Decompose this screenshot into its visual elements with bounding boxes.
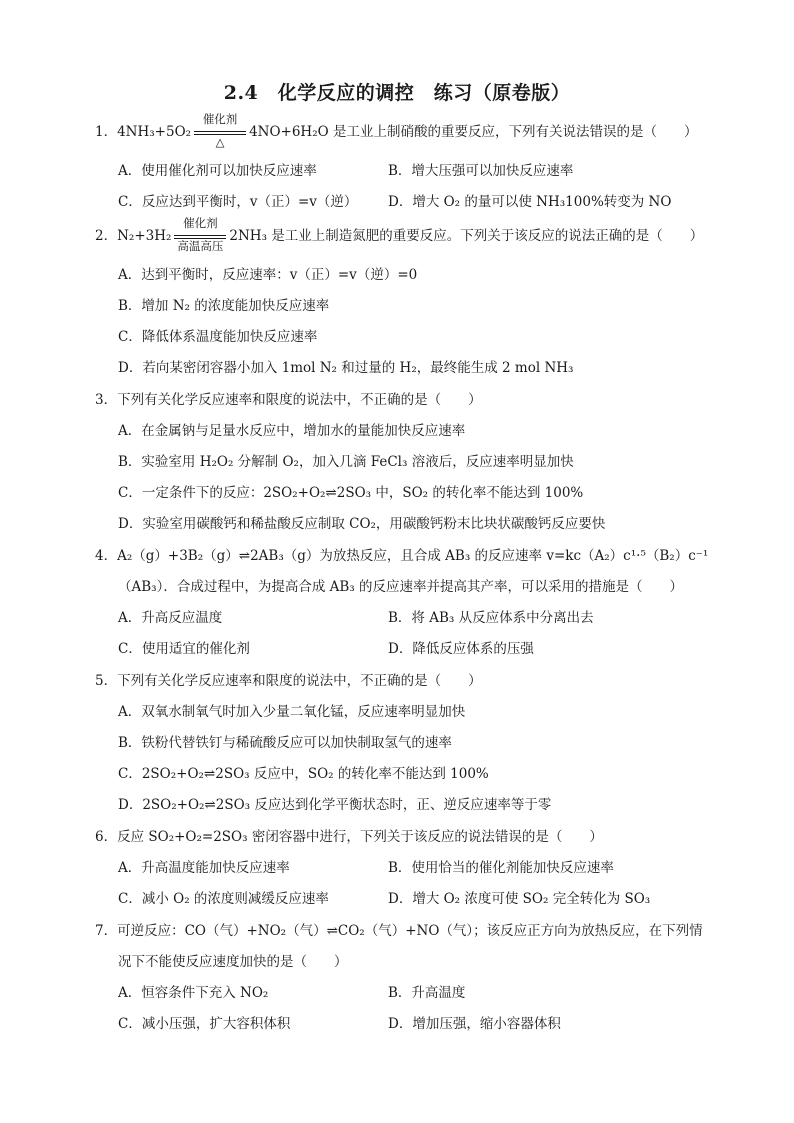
question-4-stem-line-1: 4．A₂（g）+3B₂（g）⇌2AB₃（g）为放热反应，且合成 AB₃ 的反应速率 v=kc（A₂）c¹·⁵（B₂）c⁻¹ (95, 548, 709, 564)
arrow-condition-top: 催化剂 (202, 111, 238, 126)
option-c: C．减小压强，扩大容积体积 (118, 1016, 291, 1032)
question-1-stem (95, 111, 698, 149)
equation-reactants: N₂+3H₂ (117, 228, 172, 244)
option-b: B．将 AB₃ 从反应体系中分离出去 (388, 610, 594, 626)
option-a: A．使用催化剂可以加快反应速率 (118, 163, 317, 179)
option-d: D．增大 O₂ 的量可以使 NH₃100%转变为 NO (388, 194, 672, 210)
arrow-condition-bottom: △ (215, 134, 225, 149)
question-number: 2． (95, 228, 118, 244)
option-b: B．实验室用 H₂O₂ 分解制 O₂，加入几滴 FeCl₃ 溶液后，反应速率明显加快 (118, 454, 574, 470)
option-b: B．使用恰当的催化剂能加快反应速率 (388, 860, 614, 876)
question-2-stem (95, 215, 704, 253)
option-a: A．恒容条件下充入 NO₂ (118, 985, 269, 1001)
option-b: B．增加 N₂ 的浓度能加快反应速率 (118, 298, 330, 314)
option-c: C．一定条件下的反应：2SO₂+O₂⇌2SO₃ 中，SO₂ 的转化率不能达到 100% (118, 485, 584, 501)
equation-products-text: 4NO+6H₂O 是工业上制硝酸的重要反应，下列有关说法错误的是（ ） (249, 124, 698, 140)
arrow-condition-top: 催化剂 (183, 215, 218, 230)
option-c: C．使用适宜的催化剂 (118, 641, 250, 657)
question-6-stem: 6．反应 SO₂+O₂=2SO₃ 密闭容器中进行，下列关于该反应的说法错误的是（ ） (95, 829, 603, 845)
question-5-stem: 5．下列有关化学反应速率和限度的说法中，不正确的是（ ） (95, 673, 482, 689)
option-c: C．2SO₂+O₂⇌2SO₃ 反应中，SO₂ 的转化率不能达到 100% (118, 766, 489, 782)
option-a: A．升高温度能加快反应速率 (118, 860, 290, 876)
equation-reactants: 4NH₃+5O₂ (117, 124, 192, 140)
page-title: 2.4 化学反应的调控 练习（原卷版） (223, 82, 571, 104)
option-d: D．降低反应体系的压强 (388, 641, 534, 657)
option-b: B．增大压强可以加快反应速率 (388, 163, 574, 179)
question-7-stem-line-2: 况下不能使反应速度加快的是（ ） (118, 954, 348, 970)
reaction-condition-arrow (192, 111, 248, 149)
question-7-stem-line-1: 7．可逆反应：CO（气）+NO₂（气）⇌CO₂（气）+NO（气）；该反应正方向为放热反应，在下列情 (95, 923, 703, 939)
option-d: D．2SO₂+O₂⇌2SO₃ 反应达到化学平衡状态时，正、逆反应速率等于零 (118, 797, 552, 813)
question-3-stem: 3．下列有关化学反应速率和限度的说法中，不正确的是（ ） (95, 392, 482, 408)
reaction-condition-arrow (172, 215, 228, 253)
option-c: C．减小 O₂ 的浓度则减缓反应速率 (118, 891, 329, 907)
option-b: B．升高温度 (388, 985, 466, 1001)
question-4-stem-line-2: （AB₃）．合成过程中，为提高合成 AB₃ 的反应速率并提高其产率，可以采用的措施是（ ） (118, 579, 683, 595)
option-d: D．实验室用碳酸钙和稀盐酸反应制取 CO₂，用碳酸钙粉末比块状碳酸钙反应要快 (118, 516, 606, 532)
equation-products-text: 2NH₃ 是工业上制造氮肥的重要反应。下列关于该反应的说法正确的是（ ） (229, 228, 704, 244)
option-a: A．达到平衡时，反应速率：v（正）=v（逆）=0 (118, 267, 418, 283)
option-a: A．升高反应温度 (118, 610, 223, 626)
option-b: B．铁粉代替铁钉与稀硫酸反应可以加快制取氢气的速率 (118, 735, 452, 751)
option-a: A．在金属钠与足量水反应中，增加水的量能加快反应速率 (118, 423, 466, 439)
option-d: D．增加压强，缩小容器体积 (388, 1016, 561, 1032)
option-c: C．降低体系温度能加快反应速率 (118, 329, 318, 345)
question-number: 1． (95, 124, 118, 140)
option-a: A．双氧水制氧气时加入少量二氧化锰，反应速率明显加快 (118, 704, 466, 720)
option-c: C．反应达到平衡时，v（正）=v（逆） (118, 194, 358, 210)
option-d: D．若向某密闭容器小加入 1mol N₂ 和过量的 H₂，最终能生成 2 mol NH₃ (118, 360, 574, 376)
option-d: D．增大 O₂ 浓度可使 SO₂ 完全转化为 SO₃ (388, 891, 651, 907)
arrow-condition-bottom: 高温高压 (177, 238, 224, 253)
